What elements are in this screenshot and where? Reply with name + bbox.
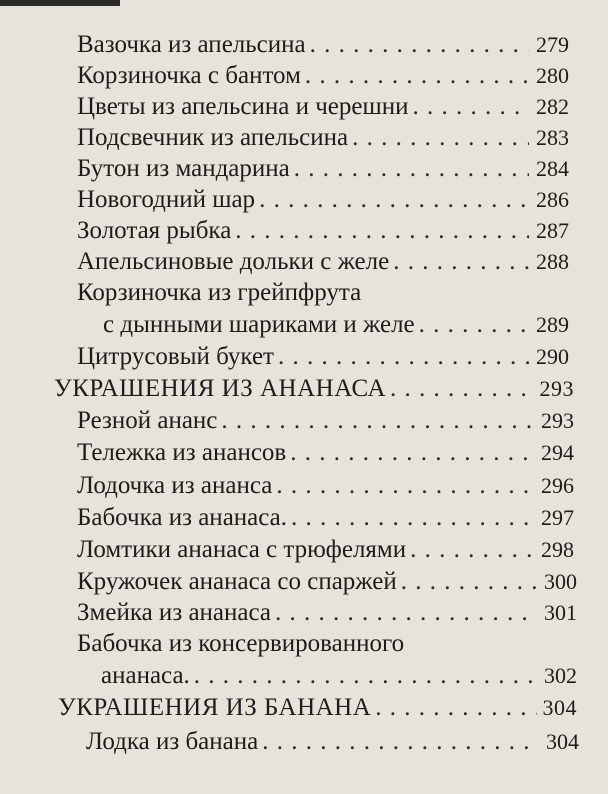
toc-entry-title: Лодка из банана xyxy=(86,728,259,755)
toc-entry-page: 283 xyxy=(536,125,569,150)
toc-section-title: УКРАШЕНИЯ ИЗ АНАНАСА xyxy=(54,375,386,402)
dot-leader xyxy=(276,471,534,501)
dot-leader xyxy=(294,154,529,184)
toc-entry xyxy=(86,727,579,757)
toc-section-heading xyxy=(58,693,577,723)
toc-entry-page: 289 xyxy=(536,312,569,337)
toc-entry-title: Подсвечник из апельсина xyxy=(77,124,349,151)
toc-entry xyxy=(77,598,577,628)
toc-entry xyxy=(77,567,577,597)
dot-leader xyxy=(375,693,536,723)
toc-entry-title: Бабочка из консервированного xyxy=(77,630,405,657)
toc-entry-page: 300 xyxy=(544,569,577,594)
toc-entry-title-continued: ананаса. xyxy=(101,662,190,689)
dot-leader xyxy=(262,727,539,757)
toc-entry-page: 280 xyxy=(536,63,569,88)
toc-entry-page: 293 xyxy=(539,376,574,401)
dot-leader xyxy=(259,185,529,215)
dot-leader xyxy=(305,61,529,91)
dot-leader xyxy=(278,342,529,372)
toc-entry-title: Корзиночка с бантом xyxy=(77,62,301,89)
toc-entry xyxy=(77,154,569,184)
toc-entry xyxy=(77,185,569,215)
toc-entry-page: 284 xyxy=(536,156,569,181)
toc-entry-page: 304 xyxy=(546,729,579,754)
dot-leader xyxy=(390,374,534,404)
toc-entry xyxy=(77,342,569,372)
toc-entry-title: Золотая рыбка xyxy=(77,217,232,244)
dot-leader xyxy=(310,30,529,60)
toc-entry xyxy=(77,471,574,501)
toc-entry xyxy=(77,30,569,60)
toc-entry-page: 293 xyxy=(541,408,574,433)
toc-entry-page: 304 xyxy=(542,695,577,720)
toc-entry xyxy=(77,123,569,153)
toc-entry xyxy=(77,92,569,122)
toc-entry xyxy=(77,438,574,468)
toc-entry-page: 297 xyxy=(541,505,574,530)
toc-entry xyxy=(77,503,574,533)
toc-section-heading xyxy=(54,374,574,404)
toc-entry-page: 296 xyxy=(541,473,574,498)
toc-entry-title: Новогодний шар xyxy=(77,186,256,213)
dot-leader xyxy=(221,406,534,436)
toc-entry-page: 288 xyxy=(536,249,569,274)
toc-entry-title-continued: с дынными шариками и желе xyxy=(103,311,415,338)
toc-entry-page: 298 xyxy=(541,537,574,562)
toc-entry xyxy=(77,247,569,277)
dot-leader xyxy=(413,92,529,122)
toc-entry-title: Лодочка из ананса xyxy=(77,472,273,499)
toc-entry xyxy=(103,310,569,340)
toc-entry-title: Бабочка из ананаса. xyxy=(77,504,288,531)
toc-entry xyxy=(77,61,569,91)
toc-entry-page: 282 xyxy=(536,94,569,119)
toc-entry-page: 286 xyxy=(536,187,569,212)
dot-leader xyxy=(194,661,537,691)
toc-entry-title: Тележка из анансов xyxy=(77,439,287,466)
dot-leader xyxy=(275,598,537,628)
dot-leader xyxy=(291,503,534,533)
toc-entry-page: 287 xyxy=(536,218,569,243)
dot-leader xyxy=(393,247,529,277)
toc-entry-title: Кружочек ананаса со спаржей xyxy=(77,568,397,595)
dot-leader xyxy=(419,310,529,340)
toc-entry-page: 301 xyxy=(544,600,577,625)
toc-entry-page: 302 xyxy=(544,663,577,688)
toc-entry-page: 290 xyxy=(536,344,569,369)
toc-entry xyxy=(77,406,574,436)
dot-leader xyxy=(401,567,537,597)
toc-entry-page: 294 xyxy=(541,440,574,465)
toc-entry xyxy=(101,661,577,691)
toc-entry-title: Цветы из апельсина и черешни xyxy=(77,93,409,120)
dot-leader xyxy=(235,216,529,246)
toc-entry-title: Корзиночка из грейпфрута xyxy=(77,279,362,306)
dot-leader xyxy=(410,535,534,565)
toc-entry-title: Ломтики ананаса с трюфелями xyxy=(77,536,407,563)
toc-entry-title: Змейка из ананаса xyxy=(77,599,271,626)
toc-entry-page: 279 xyxy=(536,32,569,57)
toc-entry-title: Апельсиновые дольки с желе xyxy=(77,248,390,275)
dot-leader xyxy=(290,438,534,468)
dot-leader xyxy=(352,123,529,153)
toc-entry-title: Резной ананс xyxy=(77,407,218,434)
toc-entry-title: Цитрусовый букет xyxy=(77,343,274,370)
toc-entry-title: Бутон из мандарина xyxy=(77,155,290,182)
toc-entry xyxy=(77,535,574,565)
toc-entry-title: Вазочка из апельсина xyxy=(77,31,306,58)
toc-section-title: УКРАШЕНИЯ ИЗ БАНАНА xyxy=(58,694,372,721)
toc-entry xyxy=(77,216,569,246)
